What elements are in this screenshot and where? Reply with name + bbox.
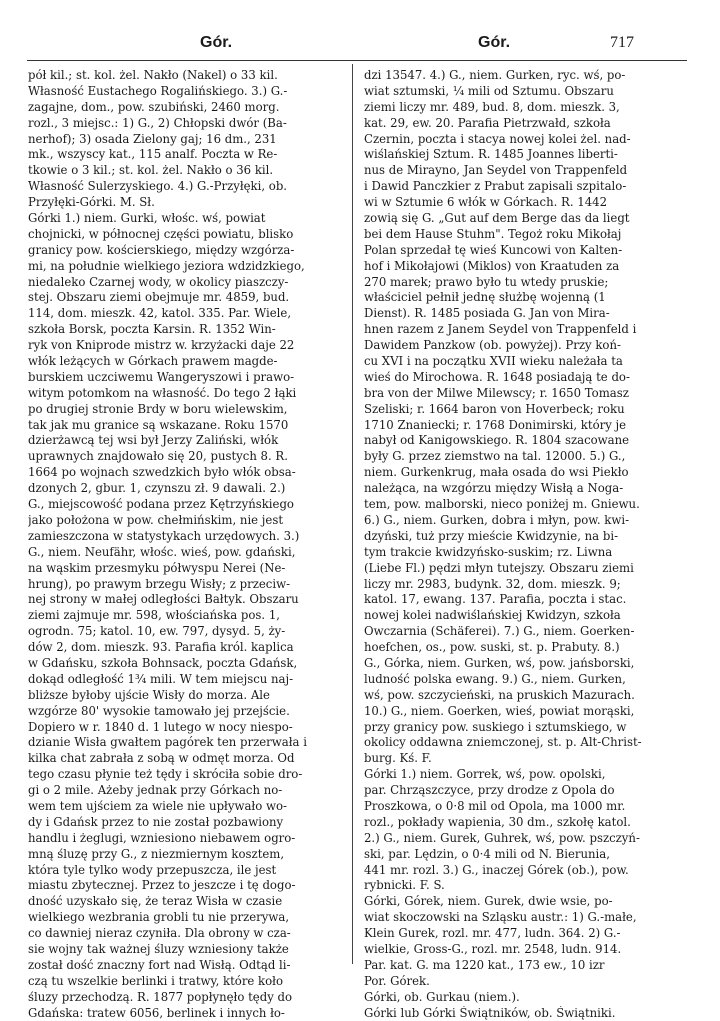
text-line: nus de Mirayno, Jan Seydel von Trappenfeld <box>364 163 628 178</box>
text-line: bliższe byłoby ujście Wisły do morza. Ale <box>28 687 270 702</box>
text-line: wielkiego wezbrania grobli tu nie przerywa, <box>28 910 290 925</box>
text-line: dzianie Wisła gwałtem pagórek ten przerwała i <box>28 735 307 750</box>
text-line: niem. Gurkenkrug, mała osada do wsi Piekło <box>364 465 629 480</box>
text-line: tem, pow. malborski, nieco poniżej m. Gniewu. <box>364 497 640 512</box>
text-line: par. Chrząszczyce, przy drodze z Opola do <box>364 783 615 798</box>
text-line: sie wojny tak ważnej śluzy wzniesiony także <box>28 941 289 956</box>
header-rule <box>27 60 687 61</box>
text-line: zamieszczona w statystykach urzędowych. 3.) <box>28 528 300 543</box>
text-line: Polan sprzedał tę wieś Kuncowi von Kalten- <box>364 242 623 257</box>
text-line: Górki, ob. Gurkau (niem.). <box>364 989 520 1004</box>
text-line: Gdańska: tratew 6056, berlinek i innych ło- <box>28 1005 285 1020</box>
text-line: dność uzyskało się, że teraz Wisła w czasie <box>28 894 283 909</box>
text-line: Szeliski; r. 1664 baron von Hoverbeck; roku <box>364 401 625 416</box>
text-line: 2.) G., niem. Gurek, Guhrek, wś, pow. pszczyń- <box>364 830 640 845</box>
text-line: witym potomkom na własność. Do tego 2 łąki <box>28 385 297 400</box>
text-line: 114, dom. mieszk. 42, katol. 335. Par. Wiele, <box>28 306 292 321</box>
text-line: G., miejscowość podana przez Kętrzyńskiego <box>28 497 294 512</box>
text-line: 6.) G., niem. Gurken, dobra i młyn, pow. kwi- <box>364 512 630 527</box>
text-line: nerhof); 3) osada Zielony gaj; 16 dm., 231 <box>28 131 277 146</box>
text-line: mną śluzę przy G., z niezmiernym kosztem, <box>28 846 285 861</box>
text-line: bei dem Hause Stuhm". Tegoż roku Mikołaj <box>364 226 622 241</box>
text-line: Własność Eustachego Rogalińskiego. 3.) G.- <box>28 83 288 98</box>
text-line: i Dawid Panczkier z Prabut zapisali szpitalo- <box>364 179 627 194</box>
text-line: rozl., pokłady wapienia, 30 dm., szkołę katol. <box>364 814 631 829</box>
text-line: wś, pow. szczycieński, na pruskich Mazurach. <box>364 687 635 702</box>
text-line: wiślańskiej Sztum. R. 1485 Joannes liberti- <box>364 147 618 162</box>
text-line: burskiem uczciwemu Wangeryszowi i prawo- <box>28 369 295 384</box>
text-line: kat. 29, ew. 20. Parafia Pietrzwałd, szkoła <box>364 115 611 130</box>
text-line: były G. przez ziemstwo na tal. 12000. 5.) G., <box>364 449 626 464</box>
text-line: Klein Gurek, rozl. mr. 477, ludn. 364. 2) G.- <box>364 926 621 941</box>
text-line: kilka chat zabrała z sobą w odmęt morza. Od <box>28 751 295 766</box>
text-line: tkowie o 3 kil.; st. kol. żel. Nakło o 36 kil. <box>28 163 274 178</box>
text-line: mk., wszyscy kat., 115 analf. Poczta w Re- <box>28 147 278 162</box>
text-line: liczy mr. 2983, budynk. 32, dom. mieszk. 9; <box>364 576 621 591</box>
running-head-right: Gór. <box>478 34 511 51</box>
text-line: dzonych 2, gbur. 1, czynszu zł. 9 dawali. 2.) <box>28 481 286 496</box>
text-line: szkoła Borsk, poczta Karsin. R. 1352 Win- <box>28 322 276 337</box>
text-line: Przyłęki-Górki. M. Sł. <box>28 195 155 210</box>
running-head-left: Gór. <box>200 34 233 51</box>
column-divider <box>352 64 353 964</box>
text-line: Dopiero w r. 1840 d. 1 lutego w nocy niespo- <box>28 719 293 734</box>
text-line: okolicy oddawna zniemczonej, st. p. Alt-Christ- <box>364 735 642 750</box>
text-line: G., niem. Neufähr, włośc. wieś, pow. gdański, <box>28 544 296 559</box>
text-line: na wąskim przesmyku półwyspu Nerei (Ne- <box>28 560 286 575</box>
text-line: Par. kat. G. ma 1220 kat., 173 ew., 10 izr <box>364 957 605 972</box>
text-line: włók leżących w Górkach prawem magde- <box>28 354 278 369</box>
text-line: Czernin, poczta i stacya nowej kolei żel. nad- <box>364 131 631 146</box>
text-line: wielkie, Gross-G., rozl. mr. 2548, ludn. 914. <box>364 941 622 956</box>
text-line: Por. Górek. <box>364 973 430 988</box>
text-line: bra von der Milwe Milewscy; r. 1650 Tomasz <box>364 385 629 400</box>
text-line: rybnicki. F. S. <box>364 878 445 893</box>
text-line: cu XVI i na początku XVII wieku należała ta <box>364 354 623 369</box>
text-line: miastu zbytecznej. Przez to jeszcze i tę dogo- <box>28 878 296 893</box>
text-line: 1664 po wojnach szwedzkich było włók obsa- <box>28 465 296 480</box>
text-line: mi, na południe wielkiego jeziora wdzidzkiego, <box>28 258 305 273</box>
text-line: wieś do Mirochowa. R. 1648 posiadają te do- <box>364 369 630 384</box>
text-line: burg. Kś. F. <box>364 751 432 766</box>
text-line: która tyle tylko wody przepuszcza, ile jest <box>28 862 277 877</box>
text-line: hnen razem z Janem Seydel von Trappenfeld i <box>364 322 637 337</box>
text-line: nej strony w małej odległości Bałtyk. Obszaru <box>28 592 299 607</box>
text-line: dzierżawcą tej wsi był Jerzy Zaliński, włók <box>28 433 279 448</box>
text-line: Górki 1.) niem. Gorrek, wś, pow. opolski, <box>364 767 606 782</box>
text-line: tym trakcie kwidzyńsko-suskim; rz. Liwna <box>364 544 613 559</box>
text-line: dy i Gdańsk przez to nie został pozbawiony <box>28 814 284 829</box>
right-column <box>364 68 682 1021</box>
text-line: ski, par. Lędzin, o 0·4 mili od N. Bierunia, <box>364 846 610 861</box>
text-line: dzyński, tuż przy mieście Kwidzynie, na bi- <box>364 528 619 543</box>
text-line: 270 marek; prawo było tu wtedy pruskie; <box>364 274 609 289</box>
text-line: Dawidem Panzkow (ob. powyżej). Przy koń- <box>364 338 621 353</box>
text-line: tak jak mu granice są wskazane. Roku 1570 <box>28 417 289 432</box>
text-line: czą tu wszelkie berlinki i tratwy, które koło <box>28 973 283 988</box>
text-line: właściciel pełnił jednę służbę wojenną (1 <box>364 290 606 305</box>
text-line: 10.) G., niem. Goerken, wieś, powiat morąski, <box>364 703 635 718</box>
text-line: katol. 17, ewang. 137. Parafia, poczta i stac. <box>364 592 627 607</box>
text-line: pół kil.; st. kol. żel. Nakło (Nakel) o 33 kil. <box>28 68 278 82</box>
text-line: należąca, na wzgórzu między Wisłą a Noga- <box>364 481 624 496</box>
text-line: 1710 Znaniecki; r. 1768 Donimirski, który je <box>364 417 627 432</box>
text-line: zagajne, dom., pow. szubiński, 2460 morg. <box>28 99 280 114</box>
text-line: śluzy przechodzą. R. 1877 popłynęło tędy do <box>28 989 293 1004</box>
page-number: 717 <box>610 34 634 51</box>
text-line: Własność Sulerzyskiego. 4.) G.-Przyłęki, ob. <box>28 179 288 194</box>
text-line: dokąd odległość 1¾ mili. W tem miejscu naj- <box>28 671 294 686</box>
text-line: wzgórze 80' wysokie tamowało jej przejście. <box>28 703 290 718</box>
text-line: handlu i żeglugi, wzniesiono niebawem ogro- <box>28 830 296 845</box>
text-line: dów 2, dom. mieszk. 93. Parafia król. kaplica <box>28 640 294 655</box>
text-line: niedaleko Czarnej wody, w okolicy piaszczy- <box>28 274 289 289</box>
text-line: po drugiej stronie Brdy w boru wielewskim, <box>28 401 288 416</box>
page-header <box>0 34 720 56</box>
text-line: gi o 2 mile. Ażeby jednak przy Górkach no- <box>28 783 283 798</box>
text-line: wem tem ujściem za wiele nie upływało wo- <box>28 798 287 813</box>
text-line: chojnicki, w północnej części powiatu, blisko <box>28 226 294 241</box>
text-line: wiat skoczowski na Szląsku austr.: 1) G.-małe, <box>364 910 637 925</box>
text-line: tego czasu płynie też tędy i skróciła sobie dro- <box>28 767 303 782</box>
text-line: Proszkowa, o 0·8 mil od Opola, ma 1000 mr. <box>364 798 626 813</box>
text-line: (Liebe Fl.) pędzi młyn tutejszy. Obszaru ziemi <box>364 560 634 575</box>
left-column <box>28 68 346 1021</box>
text-line: jako położona w pow. chełmińskim, nie jest <box>28 512 284 527</box>
text-line: ryk von Kniprode mistrz w. krzyżacki daje 22 <box>28 338 295 353</box>
text-line: hof i Mikołajowi (Miklos) von Kraatuden za <box>364 258 620 273</box>
text-line: wi w Sztumie 6 włók w Górkach. R. 1442 <box>364 195 608 210</box>
text-line: ziemi zajmuje mr. 598, włościańska pos. 1, <box>28 608 280 623</box>
text-line: Owczarnia (Schäferei). 7.) G., niem. Goerken- <box>364 624 635 639</box>
text-line: ludność polska ewang. 9.) G., niem. Gurken, <box>364 671 626 686</box>
text-line: Górki 1.) niem. Gurki, włośc. wś, powiat <box>28 211 266 226</box>
text-line: ogrodn. 75; katol. 10, ew. 797, dysyd. 5, ży- <box>28 624 286 639</box>
text-line: 441 mr. rozl. 3.) G., inaczej Górek (ob.), pow. <box>364 862 629 877</box>
text-line: przy granicy pow. suskiego i sztumskiego, w <box>364 719 627 734</box>
text-line: hoefchen, os., pow. suski, st. p. Prabuty. 8.) <box>364 640 620 655</box>
text-line: stej. Obszaru ziemi obejmuje mr. 4859, bud. <box>28 290 290 305</box>
text-line: nabył od Kanigowskiego. R. 1804 szacowane <box>364 433 630 448</box>
text-line: dzi 13547. 4.) G., niem. Gurken, ryc. wś, po- <box>364 68 626 82</box>
text-line: nowej kolei nadwiślańskiej Kwidzyn, szkoła <box>364 608 621 623</box>
text-line: Górki lub Górki Świątników, ob. Świątniki. <box>364 1005 616 1020</box>
text-line: hrung), po prawym brzegu Wisły; z przeciw- <box>28 576 291 591</box>
text-line: co dawniej nieraz czyniła. Dla obrony w cza- <box>28 926 291 941</box>
text-line: zowią się G. „Gut auf dem Berge das da liegt <box>364 211 630 226</box>
text-line: wiat sztumski, ¼ mili od Sztumu. Obszaru <box>364 83 614 98</box>
text-line: Dienst). R. 1485 posiada G. Jan von Mira- <box>364 306 610 321</box>
text-line: granicy pow. kościerskiego, między wzgórza- <box>28 242 295 257</box>
text-line: G., Górka, niem. Gurken, wś, pow. jańsborski, <box>364 655 635 670</box>
text-line: uprawnych znajdowało się 20, pustych 8. R. <box>28 449 288 464</box>
text-line: Górki, Górek, niem. Gurek, dwie wsie, po- <box>364 894 613 909</box>
text-line: rozl., 3 miejsc.: 1) G., 2) Chłopski dwór (Ba- <box>28 115 287 130</box>
text-line: ziemi liczy mr. 489, bud. 8, dom. mieszk. 3, <box>364 99 620 114</box>
text-line: został dość znaczny fort nad Wisłą. Odtąd li- <box>28 957 291 972</box>
text-line: w Gdańsku, szkoła Bohnsack, poczta Gdańsk, <box>28 655 298 670</box>
